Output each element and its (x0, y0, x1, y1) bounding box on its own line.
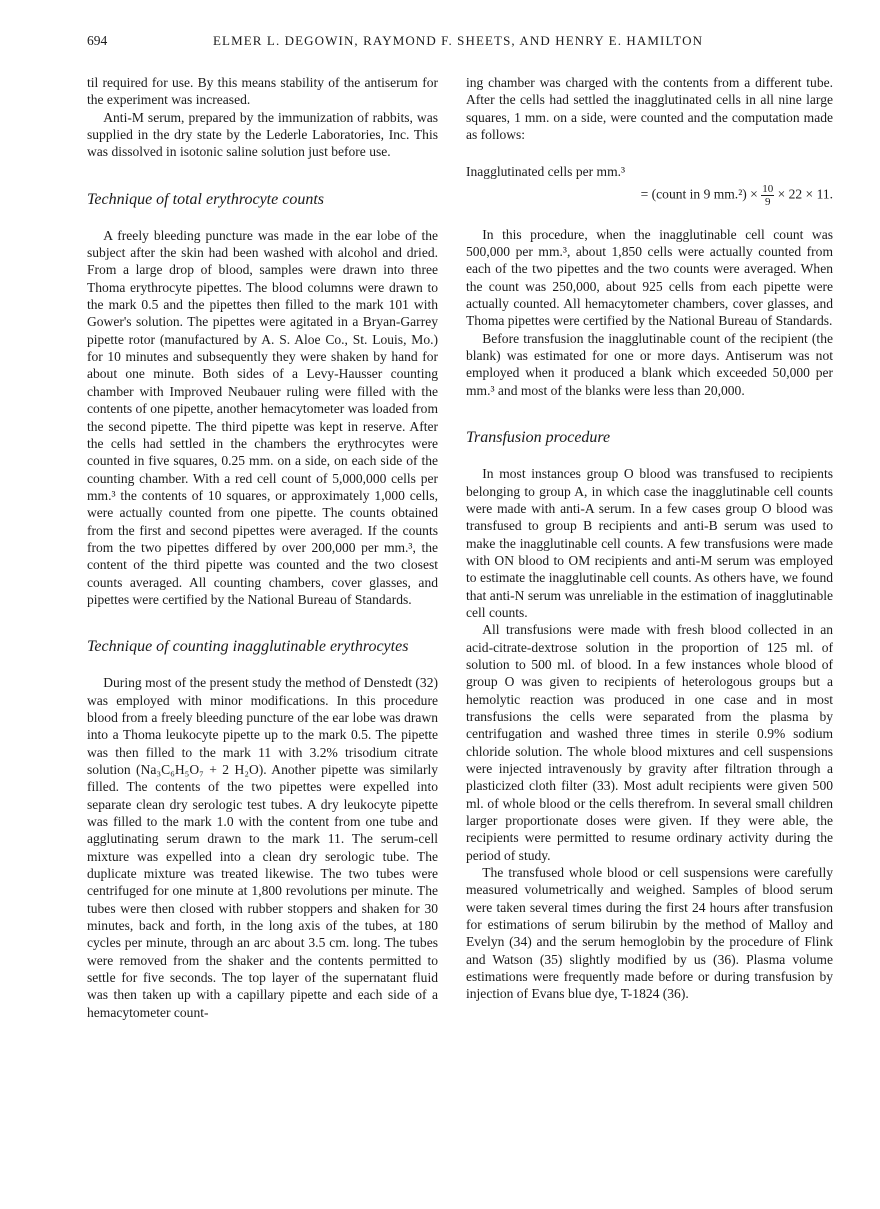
paragraph: During most of the present study the method of Denstedt (32) was employed with minor modifications. In this procedure blood from a freely bleeding puncture of the ear lobe was drawn into a Thoma leukocyte pipette up to the mark 0.5. The pipette was then filled to the mark 11 with 3.2% trisodium citrate solution (Na₃C₆H₅O₇ + 2 H₂O). Another pipette was similarly filled. The contents of the two pipettes were expelled into separate clean dry serologic test tubes. A dry leukocyte pipette was filled to the mark 1.0 with the content from one tube and agglutinating serum drawn to the mark 11. The serum-cell mixture was expelled into a clean dry serologic tube. The duplicate mixture was treated likewise. The two tubes were centrifuged for one minute at 1,800 revolutions per minute. The tubes were then closed with rubber stoppers and shaken for 30 minutes, back and forth, in the long axis of the tubes, at 180 cycles per minute, through an arc about 3.5 cm. long. The tubes were removed from the shaker and the contents permitted to settle for five seconds. The top layer of the supernatant fluid was then taken up with a capillary pipette and each side of a hemacytometer count- (87, 675, 438, 1020)
paragraph: In most instances group O blood was transfused to recipients belonging to group A, in which case the inagglutinable cell counts were made with anti-A serum. In a few cases group O blood was transfused to group B recipients and anti-B serum was used to make the inagglutinable cell counts. A few transfusions were made with ON blood to OM recipients and anti-M serum was employed to estimate the inagglutinable cell counts. As others have, we found that anti-N serum was unreliable in the estimation of inagglutinable cell counts. (466, 466, 833, 620)
equation-lhs: Inagglutinated cells per mm.³ (466, 164, 626, 180)
right-column (466, 74, 833, 1003)
section-heading: Transfusion procedure (466, 429, 611, 447)
paragraph: Anti-M serum, prepared by the immunization of rabbits, was supplied in the dry state by the Lederle Laboratories, Inc. This was dissolved in isotonic saline solution just before use. (87, 109, 438, 160)
paragraph: ing chamber was charged with the contents from a different tube. After the cells had settled the inagglutinated cells in all nine large squares, 1 mm. on a side, were counted and the computation made as follows: (466, 75, 833, 143)
page-number: 694 (87, 33, 108, 48)
paragraph: All transfusions were made with fresh blood collected in an acid-citrate-dextrose solution in the proportion of 125 ml. of solution to 500 ml. of blood. In a few instances whole blood of group O was given to recipients of heterologous groups but a hemolytic reaction was produced in one case and in most transfusions the cells were separated from the plasma by centrifugation and washed three times in sterile 0.9% sodium chloride solution. The whole blood mixtures and cell suspensions were injected intravenously by gravity after filtration through a plasticized cloth filter (33). Most adult recipients were given 500 ml. of whole blood or the cells therefrom. In several small children larger proportionate doses were given. If they were able, the recipients were permitted to resume ordinary activity during the period of study. (466, 622, 833, 863)
equation-rhs-a: = (count in 9 mm.²) × (640, 186, 758, 202)
left-column (87, 74, 438, 1021)
equation-rhs-b: × 22 × 11. (777, 186, 833, 202)
paragraph: til required for use. By this means stability of the antiserum for the experiment was increased. (87, 75, 438, 108)
paragraph: In this procedure, when the inagglutinable cell count was 500,000 per mm.³, about 1,850 cells were actually counted from each of the two pipettes and the two counts were averaged. When the count was 250,000, about 925 cells from each pipette were actually counted. All hemacytometer chambers, cover glasses, and Thoma pipettes were certified by the National Bureau of Standards. (466, 226, 833, 329)
paragraph: The transfused whole blood or cell suspensions were carefully measured volumetrically and weighed. Samples of blood serum were taken several times during the first 24 hours after transfusion for estimations of serum bilirubin by the method of Malloy and Evelyn (34) and the serum hemoglobin by the procedure of Flink and Watson (35) slightly modified by us (36). Plasma volume estimations were frequently made before or during transfusion by injection of Evans blue dye, T-1824 (36). (466, 865, 833, 1002)
equation (466, 163, 833, 207)
running-head: ELMER L. DEGOWIN, RAYMOND F. SHEETS, AND HENRY E. HAMILTON (213, 33, 704, 48)
paragraph: Before transfusion the inagglutinable count of the recipient (the blank) was estimated for one or more days. Antiserum was not employed when it produced a blank which exceeded 50,000 per mm.³ and most of the blanks were less than 20,000. (466, 330, 833, 398)
fraction (761, 183, 774, 208)
paragraph: A freely bleeding puncture was made in the ear lobe of the subject after the skin had been washed with alcohol and dried. From a large drop of blood, samples were drawn into three Thoma erythrocyte pipettes. The blood columns were drawn to the mark 0.5 and the pipettes then filled to the mark 101 with Gower's solution. The pipettes were agitated in a Bryan-Garrey pipette rotor (manufactured by A. S. Aloe Co., St. Louis, Mo.) for 10 minutes and subsequently they were shaken by hand for about one minute. Both sides of a Levy-Hausser counting chamber with Improved Neubauer ruling were filled with the contents of one pipette, another hemacytometer was loaded from the second pipette. The third pipette was kept in reserve. After the cells had settled in the chambers the erythrocytes were counted in five squares, 0.25 mm. on a side, on each side of the counting chamber. With a red cell count of 5,000,000 cells per mm.³ the contents of 10 squares, or approximately 1,000 cells, were actually counted from one pipette. The counts obtained from the first and second pipettes were averaged. If the counts from the two pipettes differed by over 200,000 per mm.³, the content of the third pipette was counted and the two closest counts averaged. All counting chambers, cover glasses, and pipettes were certified by the National Bureau of Standards. (87, 227, 438, 607)
section-heading: Technique of counting inagglutinable erythrocytes (87, 638, 409, 656)
numerator: 10 (762, 182, 774, 195)
section-heading: Technique of total erythrocyte counts (87, 190, 324, 208)
denominator: 9 (764, 195, 771, 208)
